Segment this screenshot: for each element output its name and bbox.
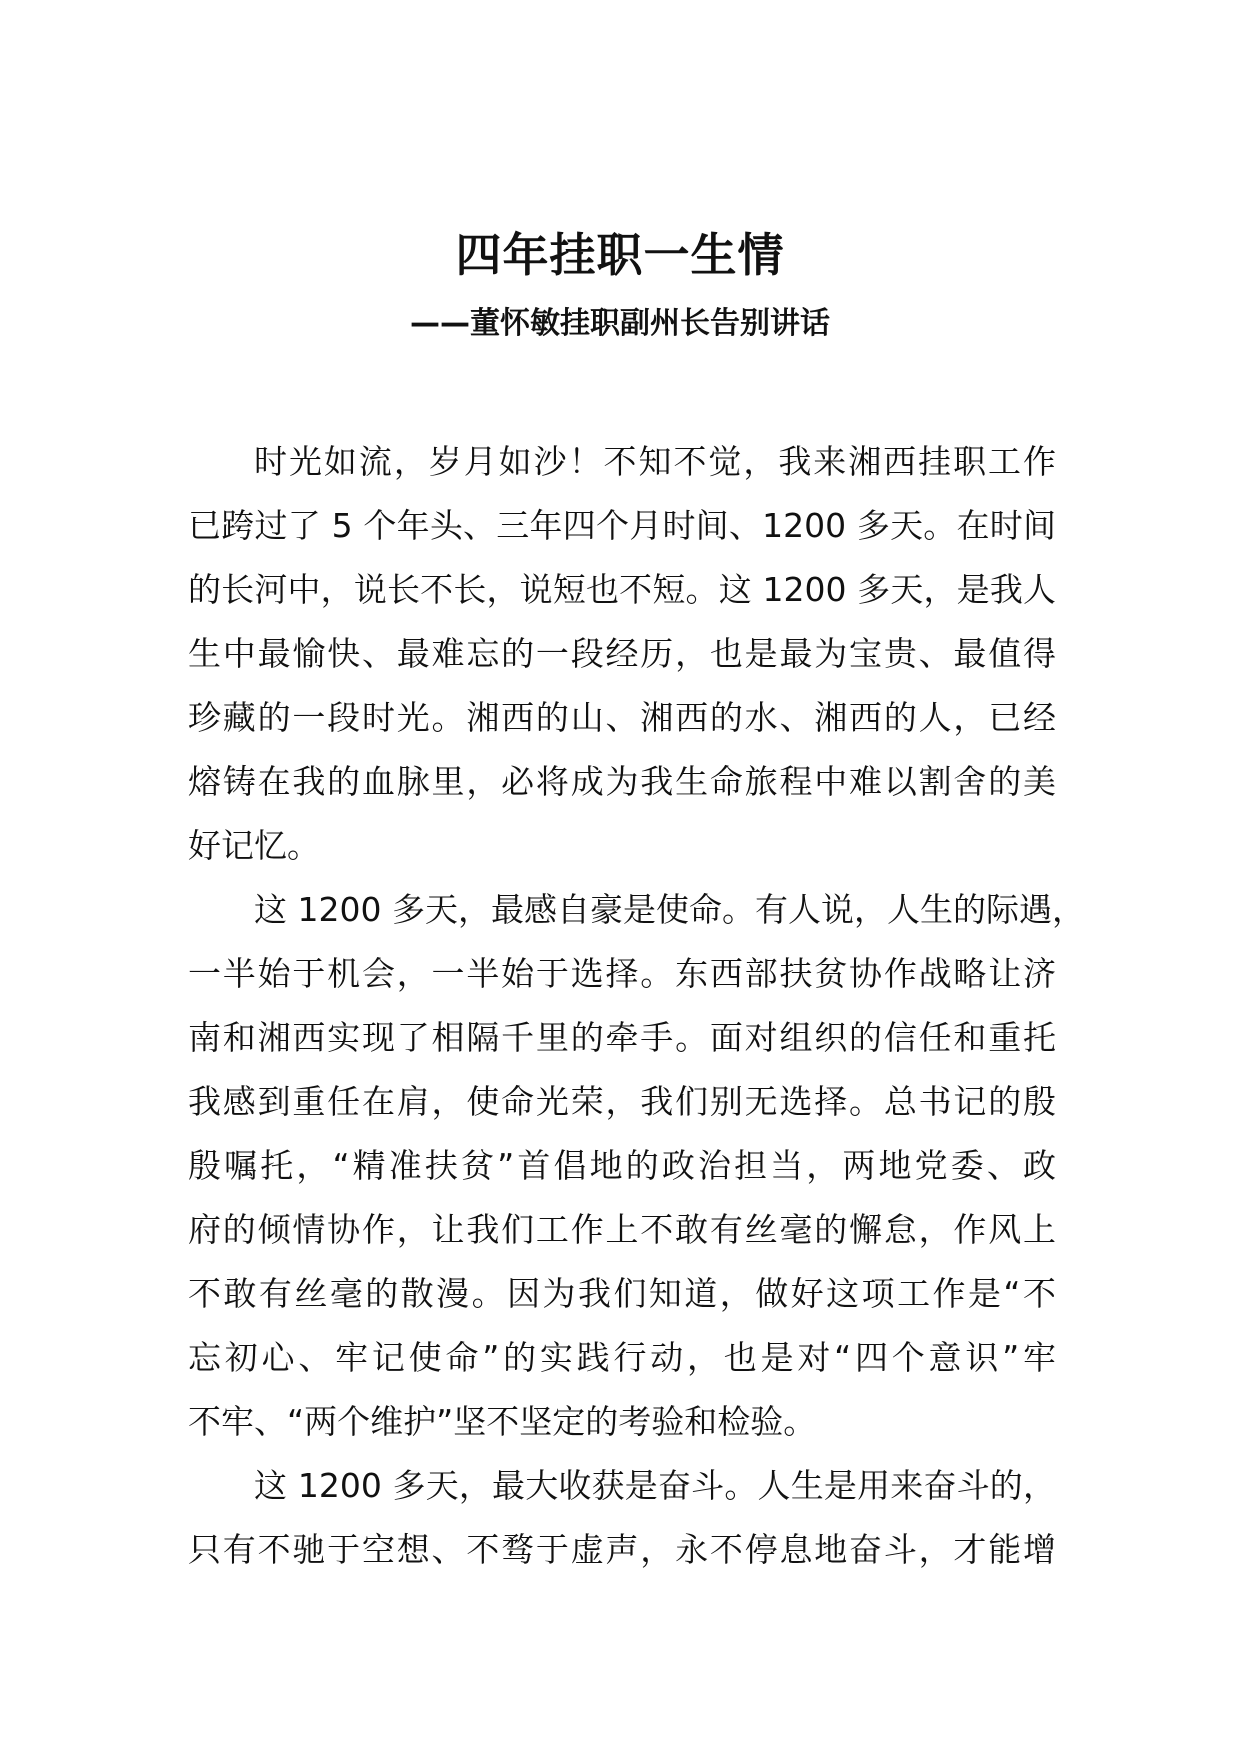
text-line: 殷嘱托，“精准扶贫”首倡地的政治担当，两地党委、政 <box>188 1146 1056 1185</box>
text-line: 府的倾情协作，让我们工作上不敢有丝毫的懈怠，作风上 <box>188 1210 1056 1249</box>
text-line: 时光如流，岁月如沙！不知不觉，我来湘西挂职工作 <box>254 442 1056 481</box>
text-line: 南和湘西实现了相隔千里的牵手。面对组织的信任和重托 <box>188 1018 1056 1057</box>
document-subtitle: ——董怀敏挂职副州长告别讲话 <box>410 306 830 341</box>
text-line: 珍藏的一段时光。湘西的山、湘西的水、湘西的人，已经 <box>188 698 1056 737</box>
text-line: 的长河中，说长不长，说短也不短。这 1200 多天，是我人 <box>188 570 1056 609</box>
text-line: 已跨过了 5 个年头、三年四个月时间、1200 多天。在时间 <box>188 506 1056 545</box>
text-line: 不牢、“两个维护”坚不坚定的考验和检验。 <box>188 1402 817 1441</box>
text-line: 一半始于机会，一半始于选择。东西部扶贫协作战略让济 <box>188 954 1056 993</box>
text-line: 好记忆。 <box>188 826 320 865</box>
text-line: 生中最愉快、最难忘的一段经历，也是最为宝贵、最值得 <box>188 634 1056 673</box>
text-line: 不敢有丝毫的散漫。因为我们知道，做好这项工作是“不 <box>188 1274 1056 1313</box>
text-line: 这 1200 多天，最大收获是奋斗。人生是用来奋斗的， <box>254 1466 1056 1505</box>
text-line: 这 1200 多天，最感自豪是使命。有人说，人生的际遇， <box>254 890 1085 929</box>
document-body <box>188 430 1085 1582</box>
text-line: 忘初心、牢记使命”的实践行动，也是对“四个意识”牢 <box>188 1338 1056 1377</box>
text-line: 只有不驰于空想、不骛于虚声，永不停息地奋斗，才能增 <box>188 1530 1056 1569</box>
document-title: 四年挂职一生情 <box>455 228 785 282</box>
text-line: 我感到重任在肩，使命光荣，我们别无选择。总书记的殷 <box>188 1082 1056 1121</box>
text-line: 熔铸在我的血脉里，必将成为我生命旅程中难以割舍的美 <box>188 762 1056 801</box>
